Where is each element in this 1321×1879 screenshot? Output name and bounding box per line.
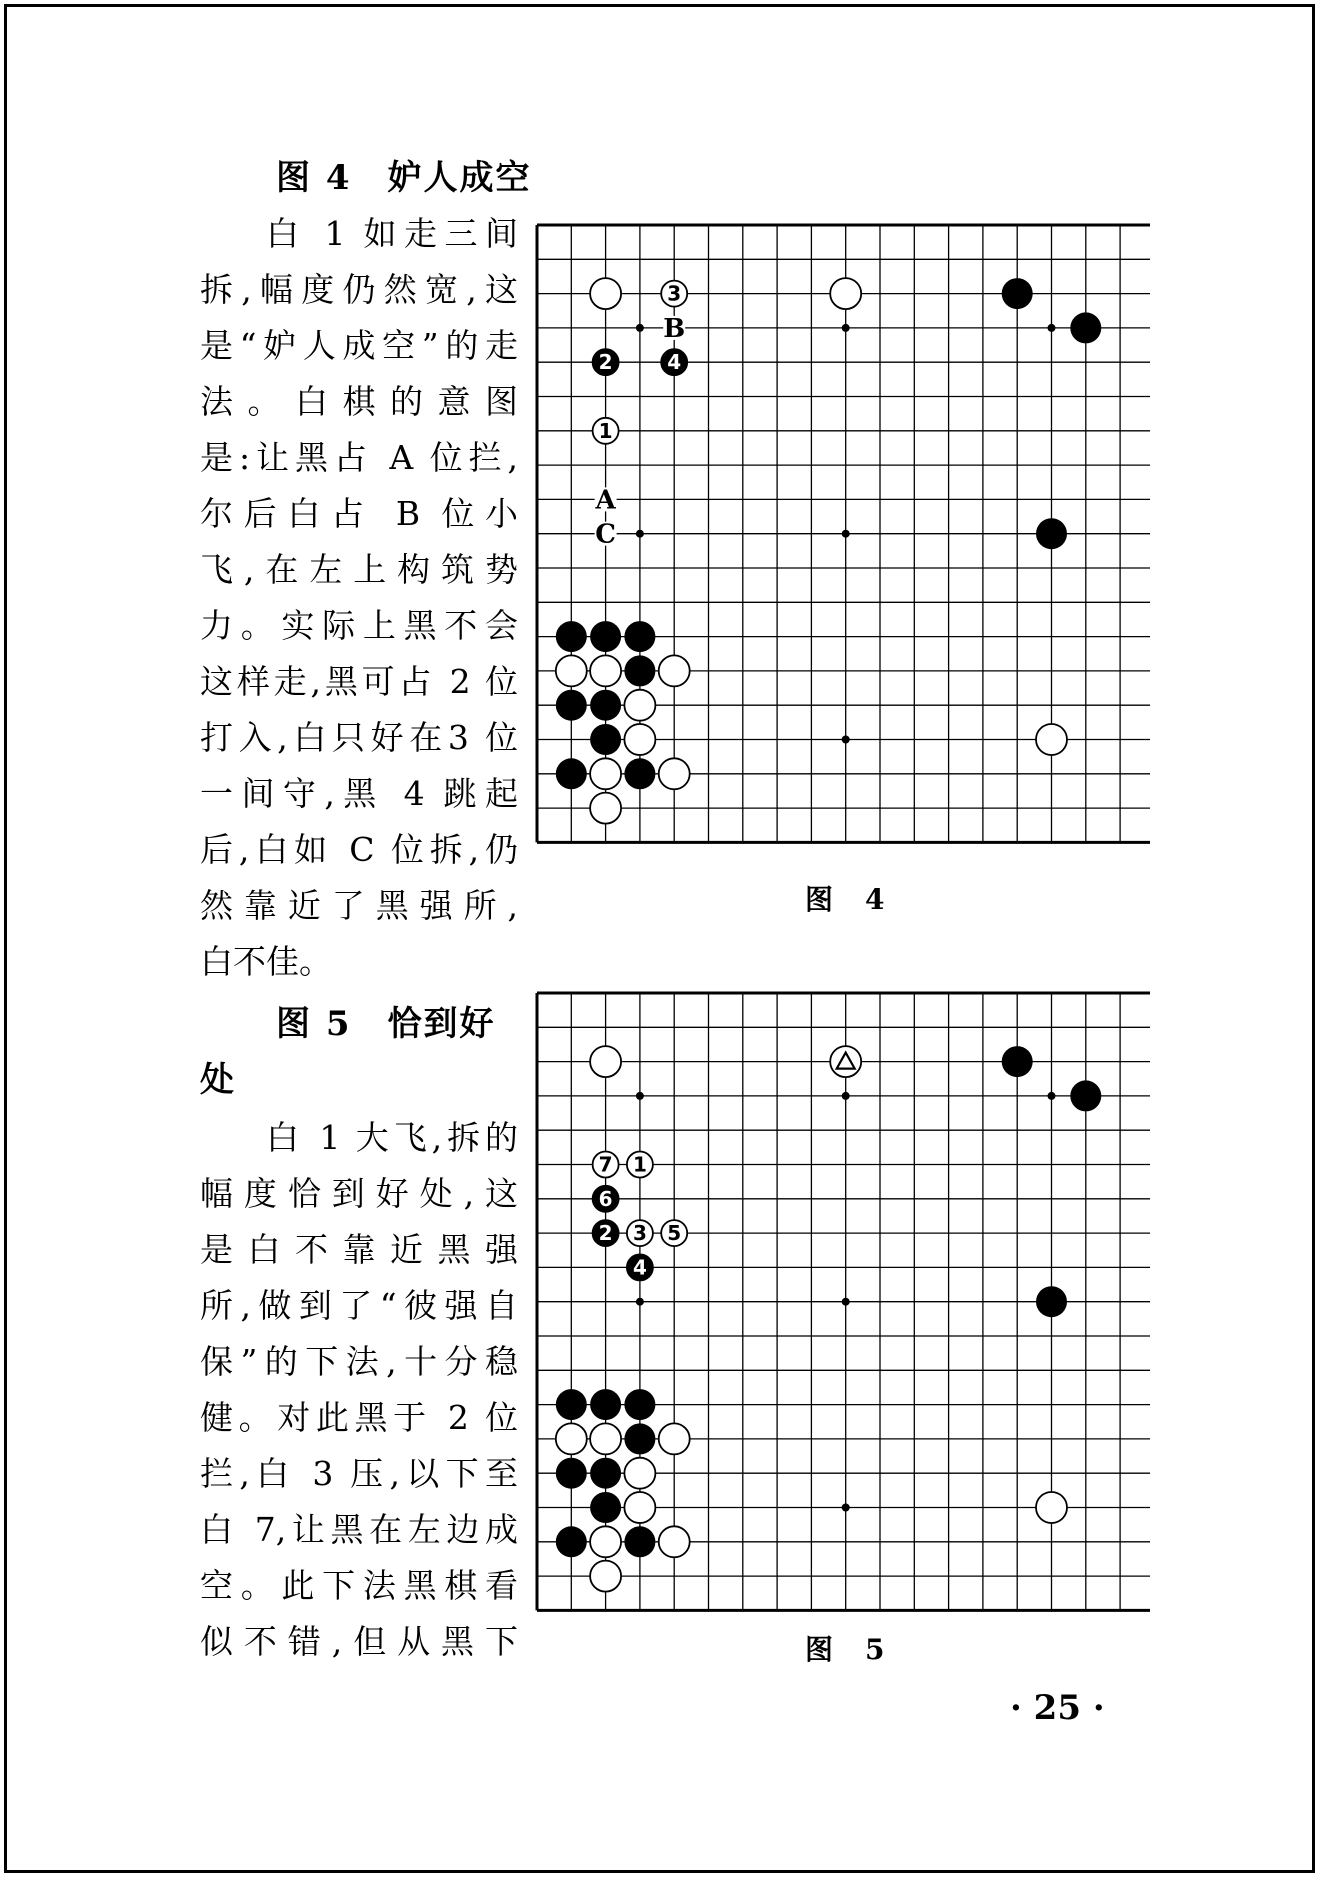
white-stone [590,1526,621,1557]
figure5-caption: 图 5 [805,1633,887,1666]
white-stone [659,758,690,789]
white-stone [590,758,621,789]
black-stone [624,1423,655,1454]
black-stone [624,655,655,686]
figure5-heading-continued: 处 [200,1060,236,1100]
black-stone [556,1389,587,1420]
point-label-c: C [595,519,616,550]
move-number: 2 [598,1221,613,1246]
text-line: 一间守,黑 4 跳起 [200,774,518,813]
white-stone [624,1492,655,1523]
figure4-heading: 图 4 妒人成空 [276,158,532,198]
text-line: 似不错,但从黑下 [200,1622,518,1661]
star-point [842,736,850,744]
white-stone [590,655,621,686]
text-line: 是白不靠近黑强 [200,1230,518,1269]
white-stone [590,278,621,309]
white-stone [590,1561,621,1592]
move-3-white [661,281,687,307]
move-2-black [593,349,619,375]
text-line: 飞,在左上构筑势 [200,550,518,589]
text-line: 法。白棋的意图 [200,382,518,421]
black-stone [1036,518,1067,549]
text-line: 白 1 大飞,拆的 [266,1118,518,1157]
white-stone [659,655,690,686]
black-stone [590,724,621,755]
text-line: 力。实际上黑不会 [200,606,518,645]
text-line: 拦,白 3 压,以下至 [200,1454,518,1493]
white-stone [659,1526,690,1557]
black-stone [624,1526,655,1557]
black-stone [556,758,587,789]
black-stone [624,758,655,789]
white-stone [590,1423,621,1454]
move-6-black [593,1186,619,1212]
text-line: 拆,幅度仍然宽,这 [200,270,518,309]
black-stone [590,1389,621,1420]
black-stone [556,1458,587,1489]
move-1-white [627,1152,653,1178]
move-number: 1 [598,418,613,443]
black-stone [1002,1046,1033,1077]
move-7-white [593,1152,619,1178]
move-number: 4 [667,350,682,375]
move-1-white [593,418,619,444]
star-point [1048,324,1056,332]
black-stone [624,1389,655,1420]
move-3-white [627,1220,653,1246]
white-stone [556,1423,587,1454]
move-number: 5 [667,1221,682,1246]
star-point [842,1092,850,1100]
black-stone [556,690,587,721]
black-stone [1002,278,1033,309]
star-point [636,1092,644,1100]
move-number: 4 [632,1255,647,1280]
white-stone [1036,724,1067,755]
white-stone [556,655,587,686]
marked-white-stone [830,1046,861,1077]
page-number: · 25 · [1010,1688,1105,1728]
star-point [842,1504,850,1512]
black-stone [1070,1080,1101,1111]
star-point [636,1298,644,1306]
text-line: 打入,白只好在3 位 [200,718,518,757]
star-point [1048,1092,1056,1100]
white-stone [590,793,621,824]
text-line: 是:让黑占 A 位拦, [200,438,518,477]
white-stone [659,1423,690,1454]
figure4-caption: 图 4 [805,883,887,916]
text-line: 白不佳。 [200,942,332,981]
point-label-a: A [595,485,616,516]
go-board-figure4 [530,218,1150,848]
text-line: 幅度恰到好处,这 [200,1174,518,1213]
move-number: 3 [667,281,682,306]
star-point [842,324,850,332]
black-stone [556,621,587,652]
text-line: 这样走,黑可占 2 位 [200,662,518,701]
white-stone [624,1458,655,1489]
star-point [842,1298,850,1306]
black-stone [590,621,621,652]
text-line: 然靠近了黑强所, [200,886,518,925]
black-stone [590,1492,621,1523]
text-line: 后,白如 C 位拆,仍 [200,830,518,869]
move-number: 6 [598,1186,613,1211]
move-number: 1 [632,1152,647,1177]
text-line: 空。此下法黑棋看 [200,1566,518,1605]
black-stone [556,1526,587,1557]
text-line: 健。对此黑于 2 位 [200,1398,518,1437]
black-stone [590,1458,621,1489]
white-stone [1036,1492,1067,1523]
text-line: 是“妒人成空”的走 [200,326,518,365]
figure4-paragraph [200,206,518,990]
move-4-black [627,1254,653,1280]
star-point [636,530,644,538]
text-line: 白 7,让黑在左边成 [200,1510,518,1549]
text-line: 所,做到了“彼强自 [200,1286,518,1325]
figure5-heading: 图 5 恰到好 [276,1004,496,1044]
point-label-b: B [663,313,686,344]
text-line: 白 1 如走三间 [266,214,518,253]
black-stone [1070,312,1101,343]
text-line: 保”的下法,十分稳 [200,1342,518,1381]
star-point [842,530,850,538]
move-number: 7 [598,1152,613,1177]
white-stone [590,1046,621,1077]
figure5-paragraph [200,1110,518,1670]
black-stone [624,621,655,652]
white-stone [624,690,655,721]
white-stone [624,724,655,755]
black-stone [1036,1286,1067,1317]
white-stone [830,278,861,309]
go-board-figure5 [530,986,1150,1616]
move-4-black [661,349,687,375]
text-line: 尔后白占 B 位小 [200,494,518,533]
star-point [636,324,644,332]
move-2-black [593,1220,619,1246]
black-stone [590,690,621,721]
move-number: 3 [632,1221,647,1246]
move-number: 2 [598,350,613,375]
move-5-white [661,1220,687,1246]
